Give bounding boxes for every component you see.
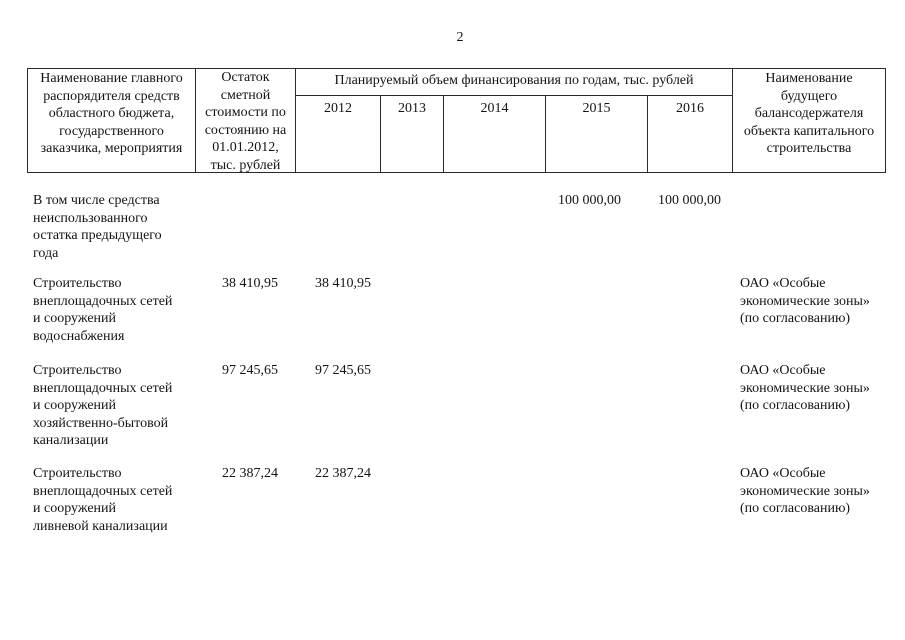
row-name-line: хозяйственно-бытовой bbox=[33, 415, 169, 431]
holder-line: экономические зоны» bbox=[740, 293, 870, 309]
header-line: распорядителя средств bbox=[43, 88, 180, 104]
header-line: Наименование bbox=[765, 71, 853, 86]
header-balance bbox=[196, 69, 295, 174]
header-recipient bbox=[28, 70, 195, 158]
row-name-line: и сооружений bbox=[33, 398, 117, 413]
page-number: 2 bbox=[456, 30, 464, 45]
year-label: 2013 bbox=[398, 101, 426, 116]
header-year-2012 bbox=[296, 100, 380, 118]
row-holder bbox=[740, 362, 885, 415]
value-text: 22 387,24 bbox=[222, 466, 278, 481]
row-balance bbox=[196, 362, 278, 380]
row-name-line: водоснабжения bbox=[33, 328, 125, 344]
header-line: балансодержателя bbox=[754, 106, 864, 121]
row-name-line: Строительство bbox=[33, 363, 122, 378]
row-value-2015 bbox=[546, 192, 621, 210]
header-bottom-border bbox=[27, 172, 886, 173]
header-line: тыс. рублей bbox=[210, 157, 281, 173]
row-name bbox=[33, 192, 193, 262]
value-text: 97 245,65 bbox=[315, 363, 371, 378]
header-year-2013 bbox=[381, 100, 443, 118]
row-balance bbox=[196, 465, 278, 483]
value-text: 22 387,24 bbox=[315, 466, 371, 481]
row-balance bbox=[196, 275, 278, 293]
row-name bbox=[33, 465, 193, 535]
year-label: 2014 bbox=[480, 101, 509, 116]
header-planned bbox=[296, 72, 732, 90]
header-line: состоянию на bbox=[204, 122, 287, 138]
value-text: 38 410,95 bbox=[315, 276, 371, 291]
holder-line: (по согласованию) bbox=[740, 311, 851, 326]
year-label: 2016 bbox=[676, 101, 704, 116]
header-line: 01.01.2012, bbox=[212, 140, 279, 155]
header-year-2015 bbox=[546, 100, 647, 118]
header-line: Планируемый объем финансирования по годам, тыс. рублей bbox=[334, 73, 694, 88]
value-text: 97 245,65 bbox=[222, 363, 278, 378]
value-text: 100 000,00 bbox=[658, 193, 721, 208]
row-name-line: ливневой канализации bbox=[33, 518, 168, 534]
holder-line: экономические зоны» bbox=[740, 380, 870, 396]
row-name-line: В том числе средства bbox=[33, 193, 160, 208]
year-label: 2012 bbox=[324, 101, 352, 116]
header-line: областного бюджета, bbox=[48, 106, 175, 121]
row-value-2012 bbox=[296, 275, 371, 293]
holder-line: экономические зоны» bbox=[740, 483, 870, 499]
row-name-line: неиспользованного bbox=[33, 210, 148, 226]
row-name-line: и сооружений bbox=[33, 501, 117, 516]
header-holder bbox=[733, 70, 885, 158]
header-line: объекта капитального bbox=[743, 123, 875, 139]
row-name-line: Строительство bbox=[33, 276, 122, 291]
row-name-line: Строительство bbox=[33, 466, 122, 481]
row-value-2012 bbox=[296, 362, 371, 380]
holder-line: ОАО «Особые bbox=[740, 363, 826, 378]
row-name-line: остатка предыдущего bbox=[33, 228, 162, 243]
row-holder bbox=[740, 275, 885, 328]
planned-divider bbox=[295, 95, 732, 96]
holder-line: (по согласованию) bbox=[740, 398, 851, 413]
value-text: 38 410,95 bbox=[222, 276, 278, 291]
row-value-2016 bbox=[648, 192, 721, 210]
header-line: Остаток bbox=[221, 70, 270, 85]
header-line: государственного bbox=[59, 123, 164, 139]
header-line: Наименование главного bbox=[40, 71, 183, 86]
header-line: строительства bbox=[766, 141, 852, 156]
year-label: 2015 bbox=[582, 101, 611, 116]
row-name-line: внеплощадочных сетей bbox=[33, 483, 173, 499]
header-top-border bbox=[27, 68, 886, 69]
row-name bbox=[33, 362, 193, 450]
header-year-2014 bbox=[444, 100, 545, 118]
row-name-line: канализации bbox=[33, 433, 109, 448]
header-line: сметной bbox=[220, 87, 271, 103]
row-name bbox=[33, 275, 193, 345]
holder-line: (по согласованию) bbox=[740, 501, 851, 516]
holder-line: ОАО «Особые bbox=[740, 276, 826, 291]
row-name-line: года bbox=[33, 245, 59, 261]
header-year-2016 bbox=[648, 100, 732, 118]
row-name-line: внеплощадочных сетей bbox=[33, 380, 173, 396]
row-holder bbox=[740, 465, 885, 518]
header-line: заказчика, мероприятия bbox=[40, 141, 183, 156]
col-border bbox=[885, 68, 886, 173]
header-line: стоимости по bbox=[205, 105, 286, 120]
row-value-2012 bbox=[296, 465, 371, 483]
row-name-line: и сооружений bbox=[33, 311, 117, 326]
holder-line: ОАО «Особые bbox=[740, 466, 826, 481]
value-text: 100 000,00 bbox=[558, 193, 621, 208]
row-name-line: внеплощадочных сетей bbox=[33, 293, 173, 309]
header-line: будущего bbox=[780, 88, 838, 104]
